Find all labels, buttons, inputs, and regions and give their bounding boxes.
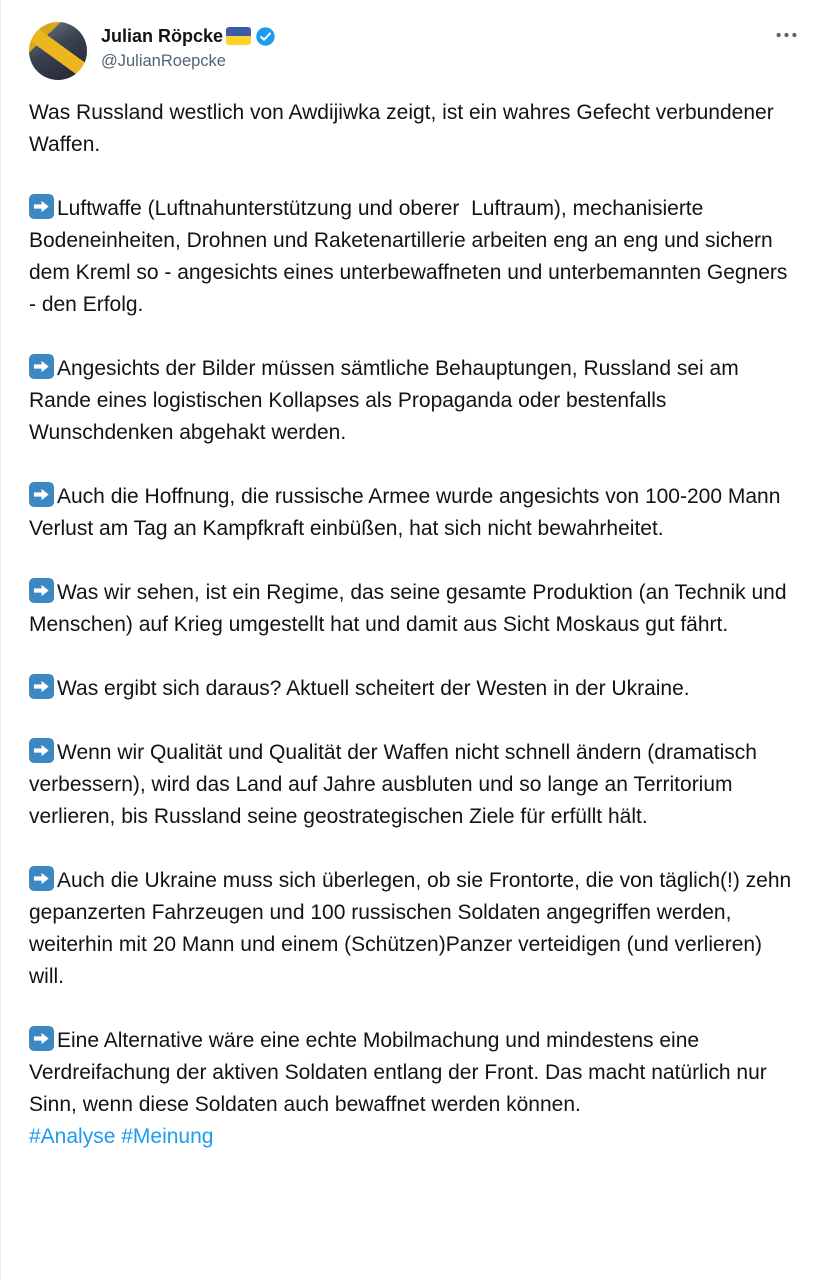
paragraph-text: Angesichts der Bilder müssen sämtliche Behauptungen, Russland sei am Rande eines logistischen Kollapses als Propaganda oder bestenfalls Wunschdenken abgehakt werden. (29, 357, 745, 444)
paragraph-text: Eine Alternative wäre eine echte Mobilmachung und mindestens eine Verdreifachung der aktiven Soldaten entlang der Front. Das macht natürlich nur Sinn, wenn diese Soldaten auch bewaffnet werden können. (29, 1029, 773, 1116)
verified-badge-icon (255, 26, 276, 47)
display-name-row (101, 24, 276, 48)
user-id-block (101, 22, 276, 71)
paragraph-text: Was Russland westlich von Awdijiwka zeigt, ist ein wahres Gefecht verbundener Waffen. (29, 101, 780, 156)
tweet-paragraph (29, 673, 799, 705)
hashtag-link[interactable]: #Analyse (29, 1125, 116, 1148)
arrow-right-emoji (29, 482, 54, 507)
more-icon (776, 32, 797, 38)
user-handle[interactable]: @JulianRoepcke (101, 52, 226, 70)
tweet-paragraph (29, 865, 799, 993)
tweet-text (29, 97, 799, 1121)
tweet-paragraph (29, 481, 799, 545)
paragraph-text: Was wir sehen, ist ein Regime, das seine gesamte Produktion (an Technik und Menschen) auf Krieg umgestellt hat und damit aus Sicht Moskaus gut fährt. (29, 581, 793, 636)
tweet-paragraph (29, 193, 799, 321)
ukraine-flag-emoji (226, 27, 251, 45)
tweet-paragraph (29, 737, 799, 833)
hashtag-row (29, 1121, 799, 1153)
arrow-right-emoji (29, 578, 54, 603)
arrow-right-emoji (29, 194, 54, 219)
display-name[interactable]: Julian Röpcke (101, 26, 224, 46)
tweet-paragraph (29, 1025, 799, 1121)
arrow-right-emoji (29, 1026, 54, 1051)
avatar[interactable] (29, 22, 87, 80)
arrow-right-emoji (29, 866, 54, 891)
hashtag-link[interactable]: #Meinung (121, 1125, 214, 1148)
arrow-right-emoji (29, 738, 54, 763)
tweet-paragraph (29, 97, 799, 161)
arrow-right-emoji (29, 354, 54, 379)
tweet-header (29, 22, 799, 80)
paragraph-text: Was ergibt sich daraus? Aktuell scheitert der Westen in der Ukraine. (57, 677, 690, 700)
more-button[interactable] (770, 22, 799, 44)
paragraph-text: Wenn wir Qualität und Qualität der Waffen nicht schnell ändern (dramatisch verbessern), wird das Land auf Jahre ausbluten und so lange an Territorium verlieren, bis Russland seine geostrategischen Ziele für erfüllt hält. (29, 741, 763, 828)
arrow-right-emoji (29, 674, 54, 699)
paragraph-text: Luftwaffe (Luftnahunterstützung und oberer Luftraum), mechanisierte Bodeneinheiten, Drohnen und Raketenartillerie arbeiten eng an eng und sichern dem Kreml so - angesichts eines unterbewaffneten und unterbemannten Gegners - den Erfolg. (29, 197, 794, 316)
tweet-paragraph (29, 353, 799, 449)
paragraph-text: Auch die Ukraine muss sich überlegen, ob sie Frontorte, die von täglich(!) zehn gepanzerten Fahrzeugen und 100 russischen Soldaten angegriffen werden, weiterhin mit 20 Mann und einem (Schützen)Panzer verteidigen (und verlieren) will. (29, 869, 798, 988)
paragraph-text: Auch die Hoffnung, die russische Armee wurde angesichts von 100-200 Mann Verlust am Tag an Kampfkraft einbüßen, hat sich nicht bewahrheitet. (29, 485, 787, 540)
tweet-paragraph (29, 577, 799, 641)
